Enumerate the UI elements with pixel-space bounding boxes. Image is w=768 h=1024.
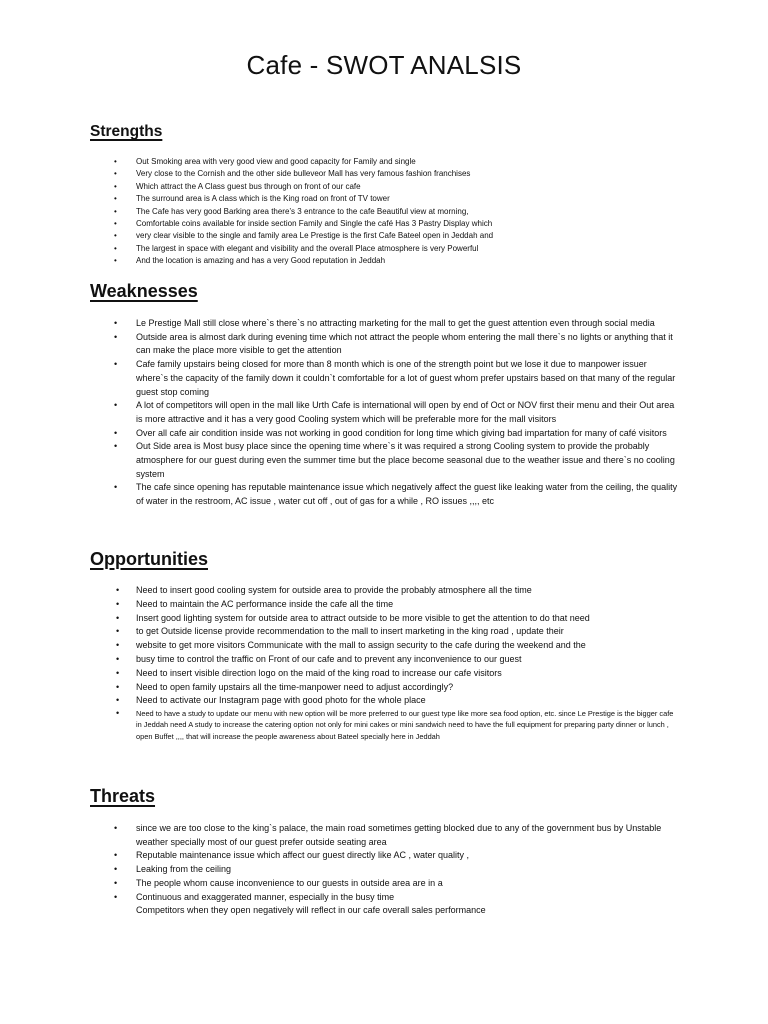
list-item: • And the location is amazing and has a very Good reputation in Jeddah (136, 255, 696, 267)
list-item: • Comfortable coins available for inside section Family and Single the café Has 3 Pastry Display which (136, 218, 696, 230)
list-item: Competitors when they open negatively will reflect in our cafe overall sales performance (136, 905, 486, 916)
list-item: • A lot of competitors will open in the mall like Urth Cafe is international will open by end of Oct or NOV first their menu and their Out area is more attractive and it has a very good Cooling system which will be preferable more for the mall visitors (136, 399, 681, 426)
list-item: • Outside area is almost dark during evening time which not attract the people whom entering the mall there`s no lights or anything that it can make the place more visible to get the attention (136, 331, 681, 358)
list-item: • Cafe family upstairs being closed for more than 8 month which is one of the strength point but we lose it due to manpower issuer where`s the capacity of the family down it couldn`t comfortable for a lot of guest whom prefer upstairs based on that many of the regular guest stop coming (136, 358, 681, 399)
list-item: • Need to insert good cooling system for outside area to provide the probably atmosphere all the time (136, 584, 681, 598)
list-item: • Need to have a study to update our menu with new option will be more preferred to our guest type like more sea food option, etc. since Le Prestige is the bigger cafe in Jeddah need A study to increase the catering option not only for mini cakes or mini sandwich need to have the full equipment for preparing party dinner or lunch , open Buffet ,,,, that will increase the people awareness about Bateel specially here in Jeddah (136, 708, 681, 742)
list-item: • Out Smoking area with very good view and good capacity for Family and single (136, 156, 696, 168)
weaknesses-heading: Weaknesses (90, 281, 198, 301)
list-item: • Need to insert visible direction logo on the maid of the king road to increase our cafe visitors (136, 667, 681, 681)
list-item: • Insert good lighting system for outside area to attract outside to be more visible to get the attention to do that need (136, 612, 681, 626)
list-item: • Very close to the Cornish and the other side bulleveor Mall has very famous fashion franchises (136, 168, 696, 180)
list-item: • very clear visible to the single and family area Le Prestige is the first Cafe Bateel open in Jeddah and (136, 230, 696, 242)
list-item: • The people whom cause inconvenience to our guests in outside area are in a (136, 877, 681, 891)
list-item: • website to get more visitors Communicate with the mall to assign security to the cafe during the weekend and the (136, 639, 681, 653)
strengths-list (136, 156, 696, 268)
list-item: • Le Prestige Mall still close where`s there`s no attracting marketing for the mall to get the guest attention even through social media (136, 317, 681, 331)
list-item: • busy time to control the traffic on Front of our cafe and to prevent any inconvenience to our guest (136, 653, 681, 667)
list-item: • since we are too close to the king`s palace, the main road sometimes getting blocked due to any of the government bus by Unstable weather specially most of our guest prefer outside seating area (136, 822, 681, 849)
strengths-heading: Strengths (90, 123, 163, 140)
opportunities-list (136, 584, 681, 742)
list-item: • The largest in space with elegant and visibility and the overall Place atmosphere is very Powerful (136, 243, 696, 255)
list-item: • The Cafe has very good Barking area there’s 3 entrance to the cafe Beautiful view at morning, (136, 206, 696, 218)
list-item: • Over all cafe air condition inside was not working in good condition for long time which giving bad impartation for many of café visitors (136, 427, 681, 441)
list-item: • Which attract the A Class guest bus through on front of our cafe (136, 181, 696, 193)
list-item: • Continuous and exaggerated manner, especially in the busy time (136, 891, 681, 905)
list-item: • The cafe since opening has reputable maintenance issue which negatively affect the guest like leaking water from the ceiling, the quality of water in the restroom, AC issue , water cut off , out of gas for a while , RO issues ,,,, etc (136, 481, 681, 508)
list-item: • to get Outside license provide recommendation to the mall to insert marketing in the king road , update their (136, 625, 681, 639)
list-item: • Need to activate our Instagram page with good photo for the whole place (136, 694, 681, 708)
list-item: • Need to open family upstairs all the time-manpower need to adjust accordingly? (136, 681, 681, 695)
weaknesses-list (136, 317, 681, 509)
list-item: • Out Side area is Most busy place since the opening time where`s it was required a strong Cooling system to provide the probably atmosphere for our guest during even the summer time but the place become seasonal due to the weather issue and there`s no cooling system (136, 440, 681, 481)
opportunities-heading: Opportunities (90, 549, 208, 569)
list-item: • Reputable maintenance issue which affect our guest directly like AC , water quality , (136, 849, 681, 863)
threats-heading: Threats (90, 786, 156, 806)
list-item: • The surround area is A class which is the King road on front of TV tower (136, 193, 696, 205)
list-item: • Leaking from the ceiling (136, 863, 681, 877)
threats-list (136, 822, 681, 918)
list-item: • Need to maintain the AC performance inside the cafe all the time (136, 598, 681, 612)
document-title: Cafe - SWOT ANALSIS (246, 50, 522, 80)
